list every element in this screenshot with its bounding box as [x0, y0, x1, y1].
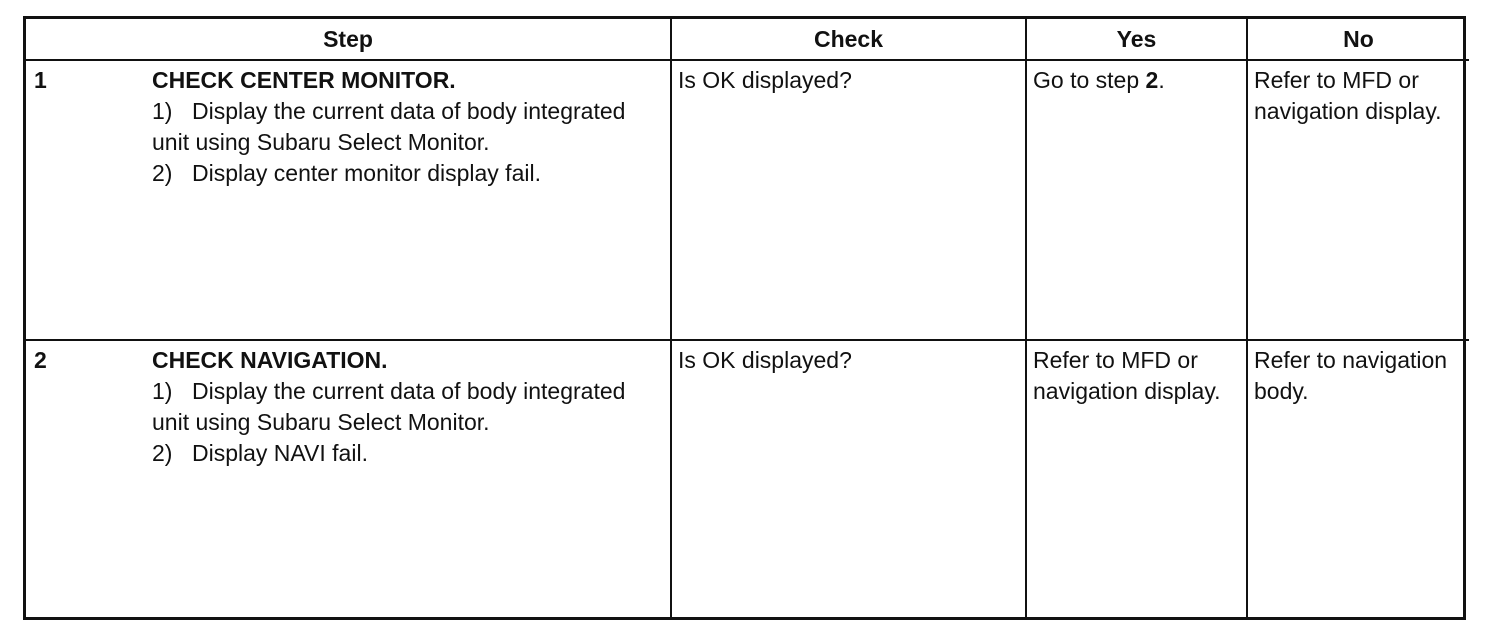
- step-title: CHECK NAVIGATION.: [152, 346, 388, 373]
- no-cell: Refer to navigation body.: [1247, 340, 1469, 617]
- yes-cell: [1026, 60, 1247, 340]
- header-no: No: [1247, 19, 1469, 60]
- diagnostic-table: [26, 19, 1469, 617]
- substep-text: Display center monitor display fail.: [192, 160, 541, 186]
- diagnostic-table-frame: [23, 16, 1466, 620]
- table-row: [26, 60, 1469, 340]
- table-row: [26, 340, 1469, 617]
- check-cell: Is OK displayed?: [671, 340, 1026, 617]
- substep-index: 1): [152, 98, 173, 124]
- step-number: 1: [34, 67, 47, 93]
- yes-step-link[interactable]: 2: [1145, 67, 1159, 93]
- yes-suffix: .: [1158, 67, 1165, 93]
- step-number: 2: [34, 346, 47, 373]
- substep: [152, 438, 664, 469]
- step-title: CHECK CENTER MONITOR.: [152, 67, 456, 93]
- header-yes: Yes: [1026, 19, 1247, 60]
- table-header-row: [26, 19, 1469, 60]
- no-cell: Refer to MFD or navigation display.: [1247, 60, 1469, 340]
- substep-index: 2): [152, 439, 173, 466]
- header-step: Step: [26, 19, 671, 60]
- substep: [152, 96, 664, 158]
- substep-text: Display NAVI fail.: [192, 439, 368, 466]
- substep-text: Display the current data of body integrated unit using Subaru Select Monitor.: [152, 98, 626, 155]
- substep-text: Display the current data of body integrated unit using Subaru Select Monitor.: [152, 377, 626, 435]
- yes-text: Refer to MFD or navigation display.: [1033, 346, 1221, 404]
- substep: [152, 158, 664, 189]
- step-cell: [26, 340, 671, 617]
- substep-index: 1): [152, 377, 173, 404]
- yes-cell: [1026, 340, 1247, 617]
- check-cell: Is OK displayed?: [671, 60, 1026, 340]
- yes-text: Go to step: [1033, 67, 1146, 93]
- step-cell: [26, 60, 671, 340]
- substep: [152, 376, 664, 438]
- substep-index: 2): [152, 160, 173, 186]
- header-check: Check: [671, 19, 1026, 60]
